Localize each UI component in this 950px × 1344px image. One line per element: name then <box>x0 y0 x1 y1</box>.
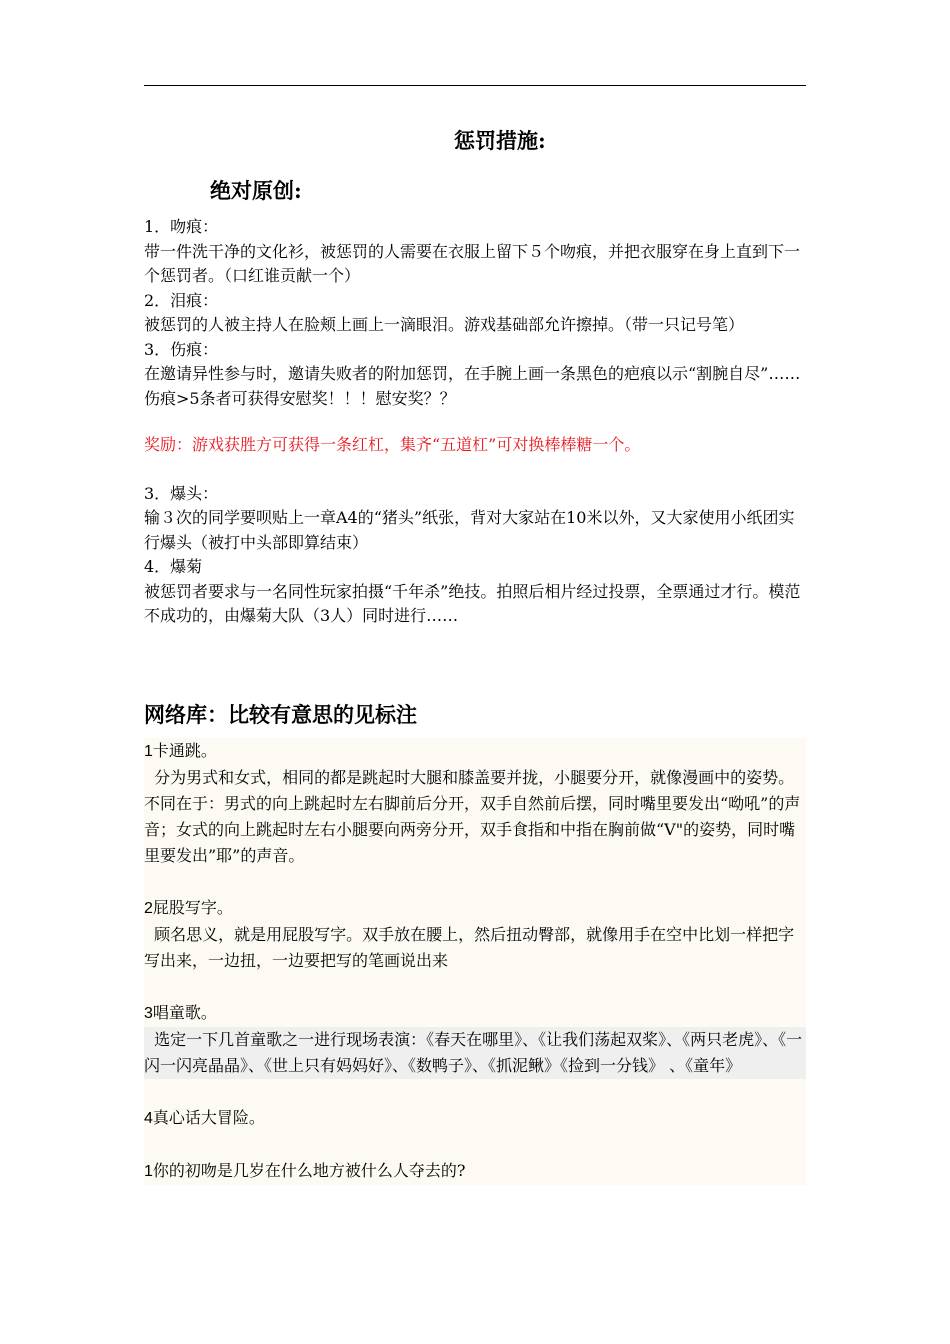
network-heading: 网络库：比较有意思的见标注 <box>144 702 417 727</box>
game-title <box>144 1000 806 1027</box>
penalty-text: 被惩罚者要求与一名同性玩家拍摄“千年杀”绝技。拍照后相片经过投票，全票通过才行。模范不成功的，由爆菊大队（3人）同时进行…… <box>144 581 801 625</box>
penalty-heading: 3．爆头： <box>144 483 219 503</box>
penalty-section <box>144 215 806 629</box>
spacer <box>144 869 806 895</box>
question-number: 1 <box>144 1163 153 1180</box>
game-title <box>144 895 806 922</box>
penalty-text: 带一件洗干净的文化衫，被惩罚的人需要在衣服上留下５个吻痕，并把衣服穿在身上直到下一个惩罚者。（口红谁贡献一个） <box>144 241 801 285</box>
original-heading: 绝对原创: <box>210 178 302 203</box>
game-name: 真心话大冒险。 <box>152 1108 265 1127</box>
game-text: 分为男式和女式，相同的都是跳起时大腿和膝盖要并拢，小腿要分开，就像漫画中的姿势。不同在于：男式的向上跳起时左右脚前后分开，双手自然前后摆，同时嘴里要发出“呦吼”的声音；女式的向上跳起时左右小腿要向两旁分开，双手食指和中指在胸前做“V"的姿势，同时嘴里要发出”耶”的声音。 <box>144 768 801 865</box>
game-name: 屁股写字。 <box>152 898 233 917</box>
penalty-heading: 4．爆菊 <box>144 557 203 576</box>
game-title <box>144 1105 806 1132</box>
question-text: 你的初吻是几岁在什么地方被什么人夺去的? <box>152 1161 466 1180</box>
header-rule <box>144 85 806 86</box>
game-number: 1 <box>144 743 153 760</box>
penalty-text: 被惩罚的人被主持人在脸颊上画上一滴眼泪。游戏基础部允许擦掉。（带一只记号笔） <box>144 315 745 334</box>
game-name: 唱童歌。 <box>152 1003 217 1022</box>
game-text: 顾名思义，就是用屁股写字。双手放在腰上，然后扭动臀部，就像用手在空中比划一样把字写出来，一边扭，一边要把写的笔画说出来 <box>144 925 795 970</box>
penalty-heading: 2．泪痕： <box>144 290 219 310</box>
penalty-heading: 3．伤痕： <box>144 339 219 359</box>
games-section <box>144 738 806 1185</box>
penalty-text: 输３次的同学要呗贴上一章A4的“猪头”纸张，背对大家站在10米以外，又大家使用小纸团实行爆头（被打中头部即算结束） <box>144 508 795 552</box>
spacer <box>144 974 806 1000</box>
game-number: 4 <box>144 1110 153 1127</box>
penalty-heading: 1．吻痕： <box>144 217 219 236</box>
game-name: 卡通跳。 <box>152 741 217 760</box>
game-number: 2 <box>144 900 153 917</box>
game-title <box>144 738 806 765</box>
game-text: 选定一下几首童歌之一进行现场表演：《春天在哪里》、《让我们荡起双桨》、《两只老虎》、《一闪一闪亮晶晶》、《世上只有妈妈好》、《数鸭子》、《抓泥鳅》《捡到一分钱》 、《童年》 <box>144 1027 806 1079</box>
spacer <box>144 1132 806 1158</box>
page-title: 惩罚措施: <box>454 128 546 153</box>
reward-text: 奖励：游戏获胜方可获得一条红杠，集齐“五道杠”可对换棒棒糖一个。 <box>144 435 641 454</box>
game-number: 3 <box>144 1005 153 1022</box>
spacer <box>144 1079 806 1105</box>
penalty-text: 在邀请异性参与时，邀请失败者的附加惩罚，在手腕上画一条黑色的疤痕以示“割腕自尽”……伤痕>5条者可获得安慰奖！！！慰安奖？？ <box>144 364 801 408</box>
question-line <box>144 1158 806 1185</box>
